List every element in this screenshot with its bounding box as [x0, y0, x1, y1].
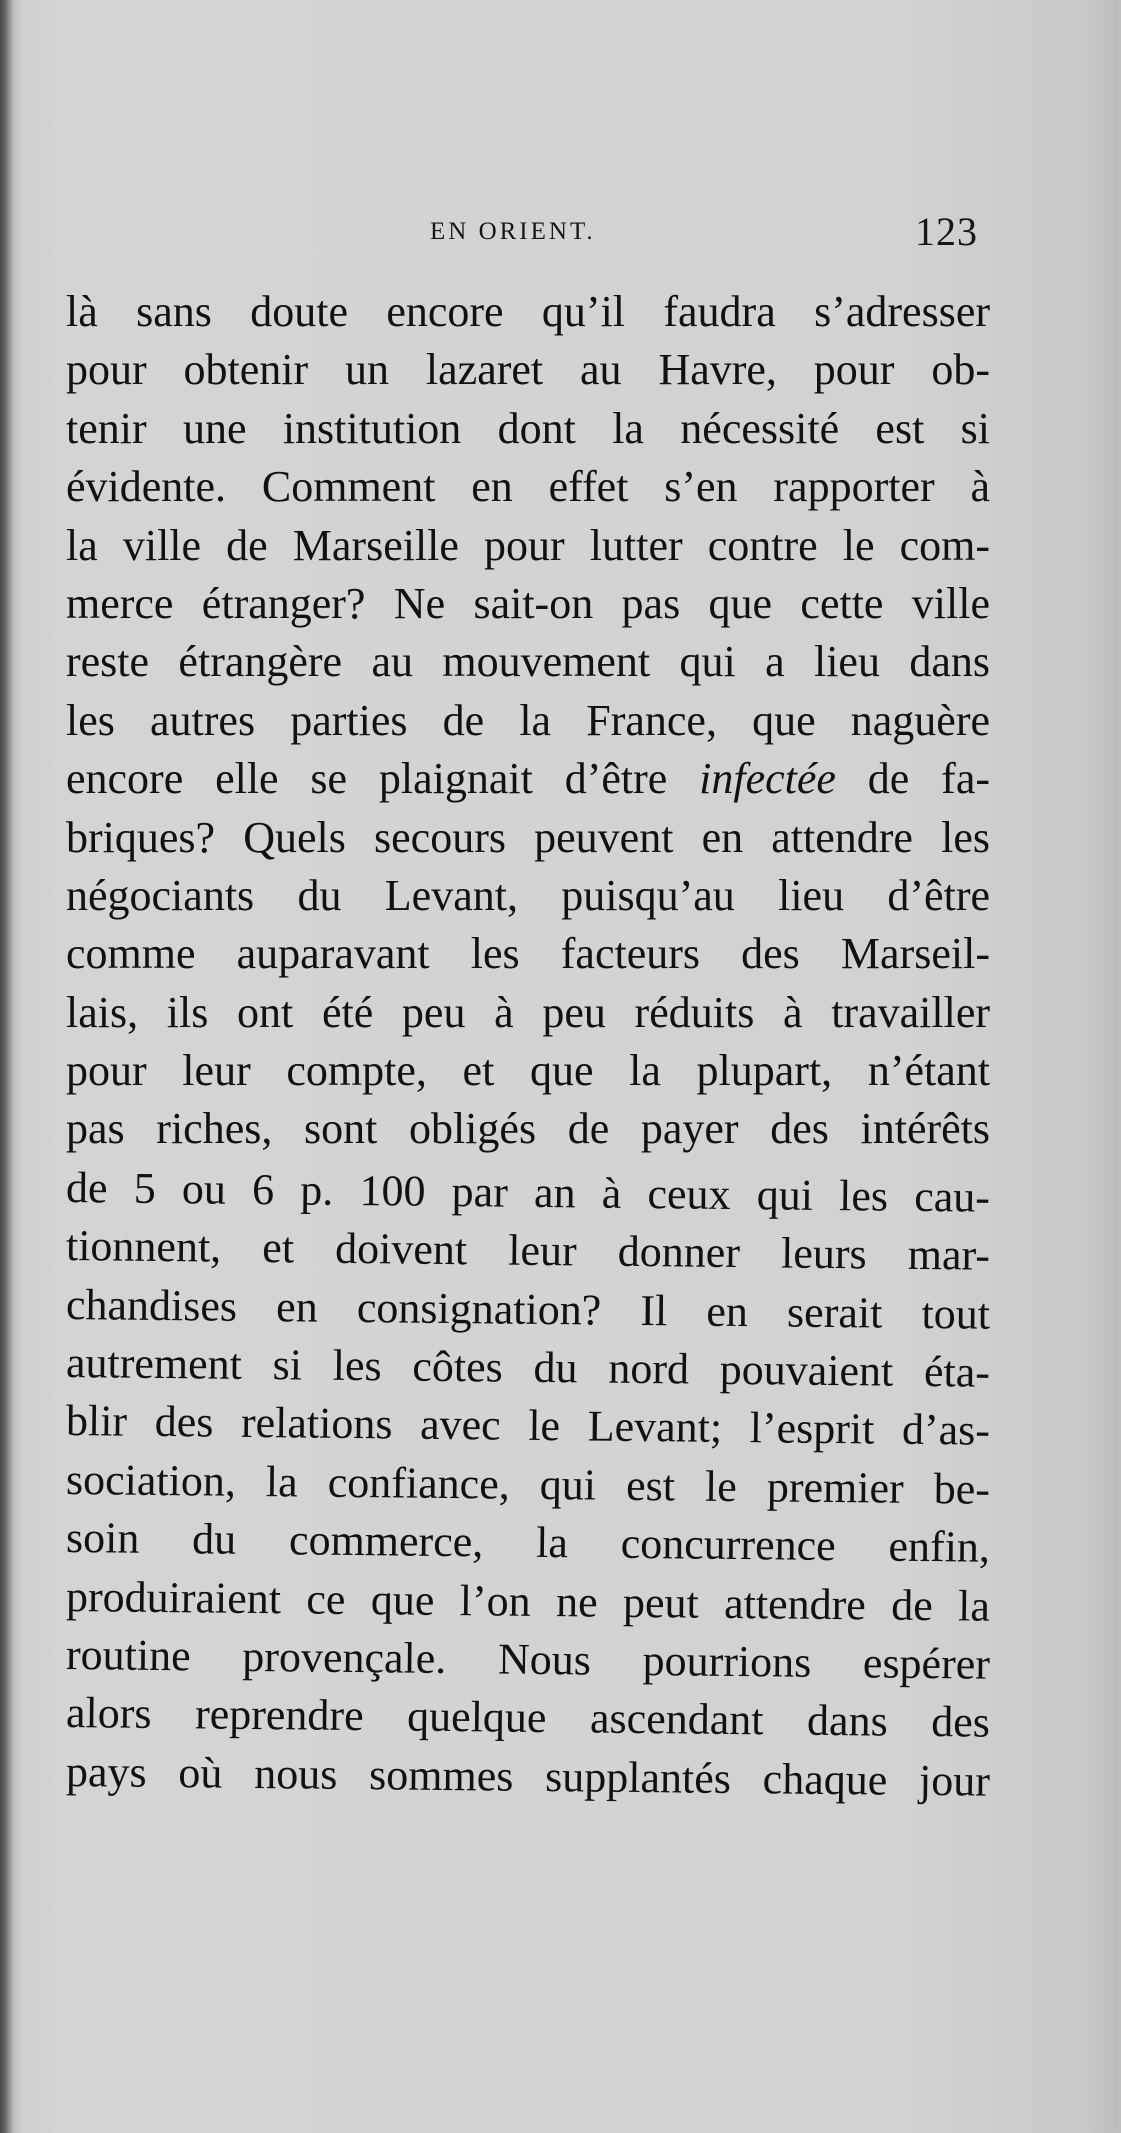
- text-line: blir des relations avec le Levant; l’esprit d’as-: [65, 1396, 991, 1456]
- text-line: briques? Quels secours peuvent en attendre les: [66, 812, 990, 862]
- text-line: autrement si les côtes du nord pouvaient éta-: [65, 1338, 991, 1397]
- text-line: merce étranger? Ne sait-on pas que cette ville: [66, 578, 990, 628]
- text-line: négociants du Levant, puisqu’au lieu d’être: [66, 870, 990, 920]
- text-line: alors reprendre quelque ascendant dans des: [65, 1688, 991, 1748]
- spine-shadow: [0, 0, 14, 2133]
- text-line: chandises en consignation? Il en serait tout: [65, 1279, 991, 1339]
- italic-word: infectée: [699, 754, 836, 804]
- text-line: soin du commerce, la concurrence enfin,: [65, 1513, 991, 1572]
- text-line-end: de fa-: [867, 754, 990, 804]
- text-line: là sans doute encore qu’il faudra s’adresser: [66, 287, 990, 336]
- text-line: produiraient ce que l’on ne peut attendre de la: [65, 1571, 991, 1631]
- page-number: 123: [915, 209, 978, 254]
- text-line: routine provençale. Nous pourrions espérer: [65, 1629, 991, 1689]
- text-line: de 5 ou 6 p. 100 par an à ceux qui les cau-: [65, 1162, 991, 1222]
- text-line: la ville de Marseille pour lutter contre le com-: [66, 520, 990, 570]
- body-text: [65, 283, 991, 1806]
- text-line: les autres parties de la France, que naguère: [66, 695, 990, 745]
- text-line: comme auparavant les facteurs des Marseil-: [66, 929, 990, 979]
- text-line: tionnent, et doivent leur donner leurs mar-: [65, 1221, 991, 1280]
- text-line: pas riches, sont obligés de payer des intérêts: [66, 1104, 990, 1154]
- text-line: tenir une institution dont la nécessité est si: [66, 403, 990, 453]
- text-line: pays où nous sommes supplantés chaque jour: [65, 1746, 991, 1806]
- text-line: évidente. Comment en effet s’en rapporter à: [66, 462, 990, 512]
- text-line: reste étrangère au mouvement qui a lieu dans: [66, 637, 990, 687]
- running-head: EN ORIENT.: [430, 218, 596, 245]
- text-line: pour obtenir un lazaret au Havre, pour ob-: [66, 345, 990, 395]
- text-line: sociation, la confiance, qui est le premier be-: [65, 1454, 991, 1514]
- text-line: pour leur compte, et que la plupart, n’étant: [66, 1046, 990, 1096]
- text-line-start: encore elle se plaignait d’être: [66, 754, 668, 804]
- page-header: [0, 209, 1121, 254]
- text-line-with-italic: [66, 750, 990, 808]
- text-line: lais, ils ont été peu à peu réduits à travailler: [66, 987, 990, 1037]
